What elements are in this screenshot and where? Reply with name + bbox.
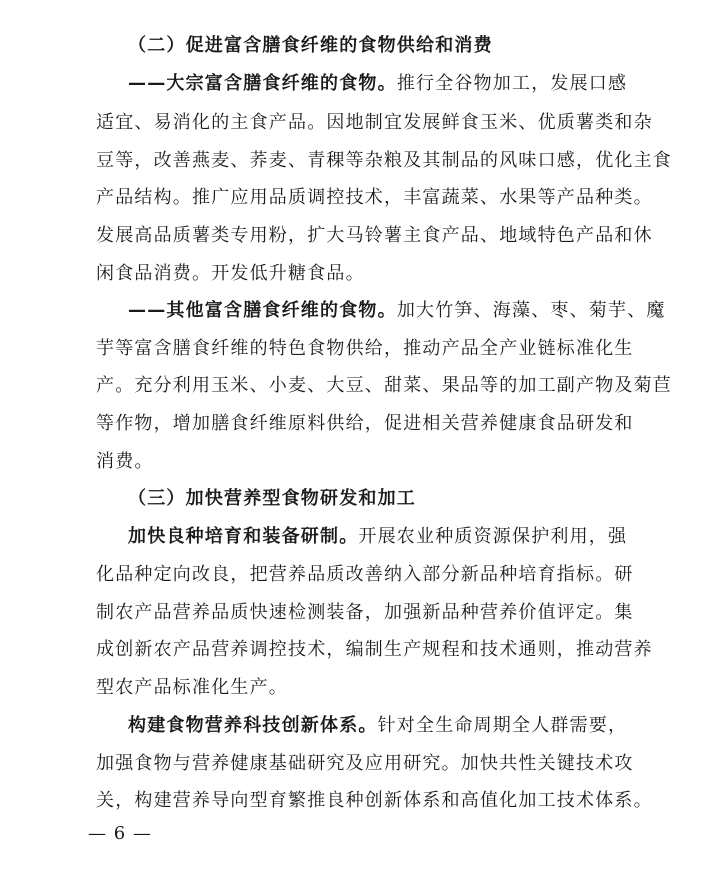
paragraph-line <box>128 525 668 549</box>
paragraph-lead: 构建食物营养科技创新体系。 <box>128 715 378 736</box>
paragraph-text: 推行全谷物加工，发展口感 <box>396 73 628 94</box>
paragraph-line: 闲食品消费。开发低升糖食品。 <box>96 263 365 284</box>
paragraph-line: 适宜、易消化的主食产品。因地制宜发展鲜食玉米、优质薯类和杂 <box>96 112 653 133</box>
paragraph-line <box>128 72 668 96</box>
section-2-heading: （二）促进富含膳食纤维的食物供给和消费 <box>128 35 493 56</box>
paragraph-line: 型农产品标准化生产。 <box>96 677 288 698</box>
paragraph-line: 成创新农产品营养调控技术，编制生产规程和技术通则，推动营养 <box>96 639 653 660</box>
paragraph-line <box>128 714 668 738</box>
paragraph-line: 豆等，改善燕麦、荞麦、青稞等杂粮及其制品的风味口感，优化主食 <box>96 150 672 171</box>
paragraph-line: 发展高品质薯类专用粉，扩大马铃薯主食产品、地域特色产品和休 <box>96 225 653 246</box>
paragraph-lead: ——大宗富含膳食纤维的食物。 <box>128 73 397 94</box>
paragraph-line: 化品种定向改良，把营养品质改善纳入部分新品种培育指标。研 <box>96 564 634 585</box>
paragraph-line <box>128 299 668 323</box>
page-number: — 6 — <box>88 823 152 844</box>
paragraph-line: 关，构建营养导向型育繁推良种创新体系和高值化加工技术体系。 <box>96 790 653 811</box>
section-3-heading: （三）加快营养型食物研发和加工 <box>128 488 416 509</box>
paragraph-text: 开展农业种质资源保护利用，强 <box>358 526 628 547</box>
paragraph-line: 产。充分利用玉米、小麦、大豆、甜菜、果品等的加工副产物及菊苣 <box>96 375 672 396</box>
paragraph-text: 加大竹笋、海藻、枣、菊芋、魔 <box>396 300 666 321</box>
paragraph-line: 芋等富含膳食纤维的特色食物供给，推动产品全产业链标准化生 <box>96 338 634 359</box>
paragraph-line: 等作物，增加膳食纤维原料供给，促进相关营养健康食品研发和 <box>96 413 634 434</box>
paragraph-lead: ——其他富含膳食纤维的食物。 <box>128 300 397 321</box>
paragraph-line: 加强食物与营养健康基础研究及应用研究。加快共性关键技术攻 <box>96 753 634 774</box>
paragraph-text: 针对全生命周期全人群需要， <box>377 715 628 736</box>
paragraph-lead: 加快良种培育和装备研制。 <box>128 526 359 547</box>
paragraph-line: 制农产品营养品质快速检测装备，加强新品种营养价值评定。集 <box>96 602 634 623</box>
paragraph-line: 产品结构。推广应用品质调控技术，丰富蔬菜、水果等产品种类。 <box>96 187 653 208</box>
paragraph-line: 消费。 <box>96 451 154 472</box>
